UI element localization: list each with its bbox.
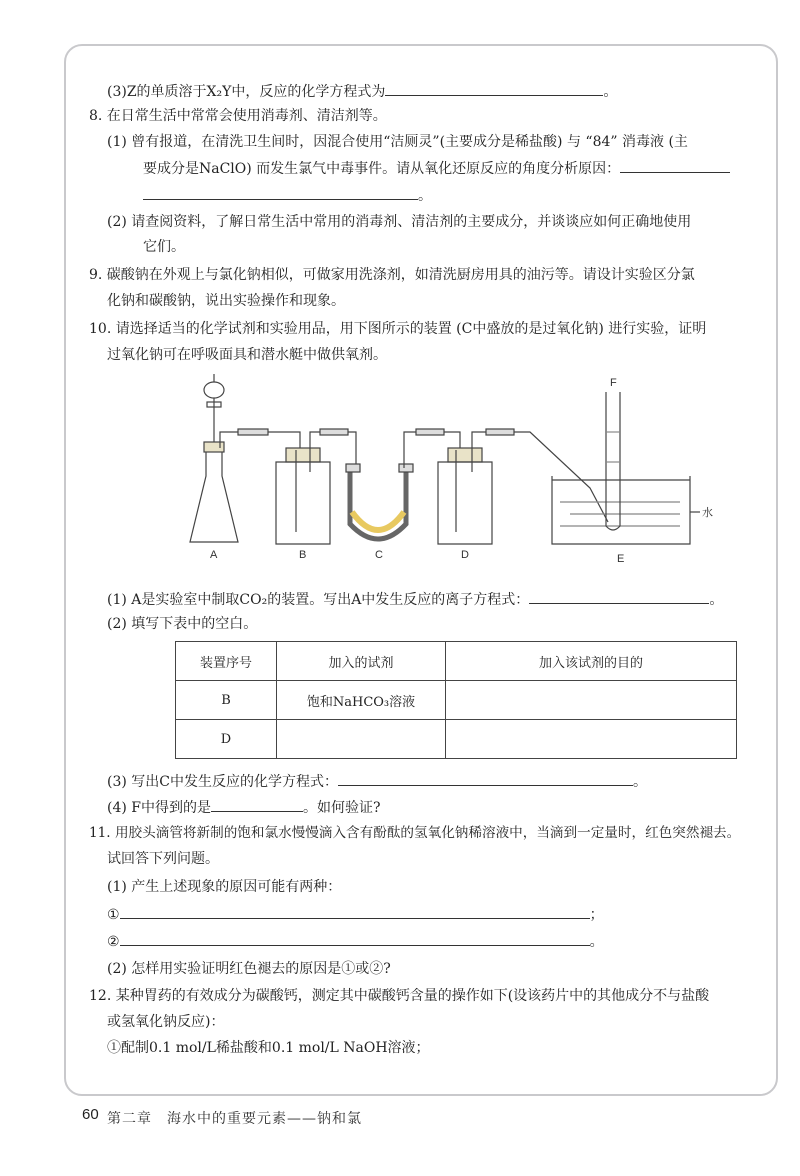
q11-line2: 试回答下列问题。 — [107, 851, 219, 867]
table-cell-device: B — [176, 681, 277, 720]
q9-line1: 9. 碳酸钠在外观上与氯化钠相似，可做家用洗涤剂，如清洗厨房用具的油污等。请设计实验区分氯 — [89, 267, 695, 283]
q8-part2-line2: 它们。 — [143, 239, 185, 255]
label-water: 水 — [702, 507, 713, 519]
q12-line2: 或氢氧化钠反应)： — [107, 1014, 225, 1030]
q10-line1: 10. 请选择适当的化学试剂和实验用品，用下图所示的装置 (C中盛放的是过氧化钠) 进行实验，证明 — [89, 321, 707, 337]
q8-part1-line2: 要成分是NaClO) 而发生氯气中毒事件。请从氧化还原反应的角度分析原因： — [143, 158, 730, 179]
q8-part2-line1: (2) 请查阅资料，了解日常生活中常用的消毒剂、清洁剂的主要成分，并谈谈应如何正确地使用 — [107, 214, 692, 230]
q11-part2: (2) 怎样用实验证明红色褪去的原因是①或②? — [107, 961, 391, 977]
q10-part1: (1) A是实验室中制取CO₂的装置。写出A中发生反应的离子方程式： 。 — [107, 589, 723, 610]
answer-blank[interactable] — [211, 797, 303, 812]
answer-blank[interactable] — [143, 185, 418, 200]
answer-blank[interactable] — [120, 904, 590, 919]
trough-e — [552, 476, 690, 544]
answer-blank[interactable] — [338, 771, 633, 786]
q10-part2: (2) 填写下表中的空白。 — [107, 616, 258, 632]
table-row — [176, 681, 737, 720]
answer-blank[interactable] — [385, 81, 603, 96]
q8-stem: 8. 在日常生活中常常会使用消毒剂、清洁剂等。 — [89, 108, 387, 124]
label-a: A — [210, 549, 218, 561]
label-b: B — [299, 549, 307, 561]
page-number: 60 — [82, 1106, 99, 1123]
q11-cause1: ① ； — [107, 904, 604, 925]
reagent-table — [175, 641, 737, 759]
q9-line2: 化钠和碳酸钠，说出实验操作和现象。 — [107, 293, 345, 309]
q8-part1-line3: 。 — [143, 185, 432, 206]
answer-blank[interactable] — [120, 931, 590, 946]
q11-line1: 11. 用胶头滴管将新制的饱和氯水慢慢滴入含有酚酞的氢氧化钠稀溶液中，当滴到一定量时，红色突然褪去。 — [89, 825, 741, 841]
q12-step1: ①配制0.1 mol/L稀盐酸和0.1 mol/L NaOH溶液； — [107, 1040, 430, 1056]
label-d: D — [461, 549, 469, 561]
table-header: 加入该试剂的目的 — [446, 642, 737, 681]
q10-part3: (3) 写出C中发生反应的化学方程式： 。 — [107, 771, 647, 792]
table-row — [176, 720, 737, 759]
q10-line2: 过氧化钠可在呼吸面具和潜水艇中做供氧剂。 — [107, 347, 387, 363]
bottle-d — [438, 462, 492, 544]
answer-blank[interactable] — [620, 158, 730, 173]
table-header: 加入的试剂 — [277, 642, 446, 681]
bottle-b — [276, 462, 330, 544]
apparatus-diagram — [180, 372, 740, 568]
answer-blank[interactable] — [529, 589, 709, 604]
table-cell-reagent: 饱和NaHCO₃溶液 — [277, 681, 446, 720]
label-e: E — [617, 553, 625, 565]
label-c: C — [375, 549, 383, 561]
flask-a — [190, 452, 238, 542]
table-cell-purpose[interactable] — [446, 681, 737, 720]
q8-part1-line1: (1) 曾有报道，在清洗卫生间时，因混合使用“洁厕灵”(主要成分是稀盐酸) 与 “84” 消毒液 (主 — [107, 134, 688, 150]
table-cell-purpose[interactable] — [446, 720, 737, 759]
q12-line1: 12. 某种胃药的有效成分为碳酸钙，测定其中碳酸钙含量的操作如下(设该药片中的其他成分不与盐酸 — [89, 988, 710, 1004]
table-header-row — [176, 642, 737, 681]
table-cell-reagent[interactable] — [277, 720, 446, 759]
q7-part3: (3)Z的单质溶于X₂Y中，反应的化学方程式为 。 — [107, 81, 617, 102]
q10-part4: (4) F中得到的是 。如何验证? — [107, 797, 381, 818]
funnel-bulb — [204, 382, 224, 398]
chapter-title: 第二章 海水中的重要元素——钠和氯 — [107, 1111, 362, 1127]
table-cell-device: D — [176, 720, 277, 759]
q11-part1: (1) 产生上述现象的原因可能有两种： — [107, 879, 342, 895]
q11-cause2: ② 。 — [107, 931, 604, 952]
tube-f — [606, 392, 620, 530]
table-header: 装置序号 — [176, 642, 277, 681]
label-f: F — [610, 377, 617, 389]
